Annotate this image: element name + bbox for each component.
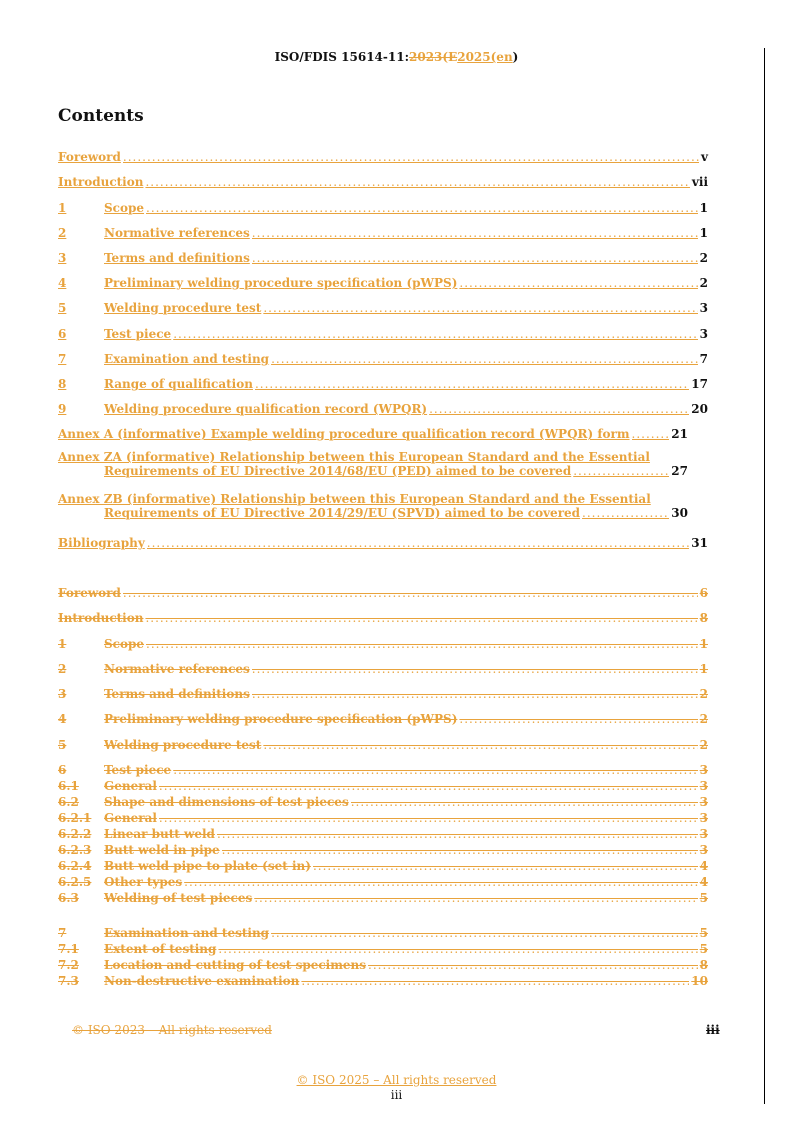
toc-leader	[459, 712, 697, 726]
toc-leader	[313, 859, 698, 873]
toc-new-entry[interactable]	[58, 201, 708, 215]
toc-number: 3	[58, 251, 67, 265]
contents-title: Contents	[58, 106, 144, 126]
toc-title: Foreword	[58, 586, 121, 600]
toc-old-entry[interactable]	[58, 712, 708, 726]
toc-title: Introduction	[58, 175, 144, 189]
toc-leader	[159, 811, 698, 825]
toc-number: 5	[58, 301, 67, 315]
toc-leader	[222, 843, 698, 857]
toc-title: Annex A (informative) Example welding procedure qualification record (WPQR) form	[58, 427, 630, 441]
toc-leader	[146, 637, 698, 651]
toc-leader	[459, 276, 697, 290]
toc-leader	[263, 301, 697, 315]
toc-number: 6.2.3	[58, 843, 92, 857]
toc-page-number: v	[701, 150, 708, 164]
annex-title-line2: Requirements of EU Directive 2014/29/EU (SPVD) aimed to be covered ..... 30	[58, 506, 688, 520]
toc-number: 6.2	[58, 795, 79, 809]
toc-title: Normative references	[104, 226, 250, 240]
toc-number: 6	[58, 327, 67, 341]
toc-leader	[632, 427, 670, 441]
toc-number: 1	[58, 637, 67, 651]
toc-title: Welding procedure qualification record (WPQR)	[104, 402, 428, 416]
toc-page-number: 10	[691, 974, 708, 988]
toc-old-entry[interactable]	[58, 738, 708, 752]
toc-number: 8	[58, 377, 67, 391]
toc-annex-entry[interactable]	[58, 450, 688, 478]
toc-number: 7	[58, 926, 67, 940]
annex-title-line2: Requirements of EU Directive 2014/68/EU (PED) aimed to be covered ..... 27	[58, 464, 688, 478]
toc-leader	[146, 201, 698, 215]
toc-page-number: 2	[699, 712, 708, 726]
toc-page-number: 3	[699, 327, 708, 341]
toc-leader	[368, 958, 698, 972]
toc-old-entry[interactable]	[58, 891, 708, 905]
toc-bibliography-entry[interactable]	[58, 536, 708, 550]
toc-leader	[252, 226, 698, 240]
toc-old-entry[interactable]	[58, 875, 708, 889]
toc-new-entry[interactable]	[58, 150, 708, 164]
toc-title: Preliminary welding procedure specification (pWPS)	[104, 276, 458, 290]
toc-title: Shape and dimensions of test pieces	[104, 795, 349, 809]
toc-number: 6.2.4	[58, 859, 92, 873]
toc-leader	[173, 763, 697, 777]
toc-number: 7.1	[58, 942, 79, 956]
toc-number: 4	[58, 712, 67, 726]
toc-leader	[217, 827, 698, 841]
toc-old-entry[interactable]	[58, 687, 708, 701]
toc-page-number: 1	[699, 662, 708, 676]
toc-number: 1	[58, 201, 67, 215]
toc-old-entry[interactable]	[58, 637, 708, 651]
toc-page-number: 4	[699, 859, 708, 873]
toc-page-number: 30	[671, 506, 688, 520]
toc-title: Welding of test pieces	[104, 891, 253, 905]
toc-number: 6.2.2	[58, 827, 92, 841]
toc-title: Scope	[104, 637, 145, 651]
toc-page-number: 5	[699, 942, 708, 956]
toc-leader	[271, 926, 698, 940]
toc-title: Welding procedure test	[104, 301, 262, 315]
footer-new-copyright: © ISO 2025 – All rights reserved	[296, 1073, 497, 1087]
header-deleted-year: 2023(E	[409, 50, 458, 64]
toc-old-entry[interactable]	[58, 811, 708, 825]
toc-page-number: 21	[671, 427, 688, 441]
toc-title: Foreword	[58, 150, 121, 164]
toc-old-entry[interactable]	[58, 859, 708, 873]
toc-page-number: 4	[699, 875, 708, 889]
toc-leader	[263, 738, 697, 752]
annex-title-line1: Annex ZB (informative) Relationship between this European Standard and the Essential	[58, 492, 651, 506]
toc-new-entry[interactable]	[58, 301, 708, 315]
toc-title: Other types	[104, 875, 183, 889]
toc-old-entry[interactable]	[58, 843, 708, 857]
toc-title: Butt weld pipe to plate (set in)	[104, 859, 311, 873]
toc-leader	[123, 586, 698, 600]
toc-page-number: 20	[691, 402, 708, 416]
annex-title-line1: Annex ZA (informative) Relationship between this European Standard and the Essential	[58, 450, 650, 464]
toc-title: General	[104, 811, 157, 825]
toc-title: Normative references	[104, 662, 250, 676]
toc-title: Bibliography	[58, 536, 145, 550]
toc-title: Range of qualification	[104, 377, 253, 391]
margin-line	[764, 48, 765, 1104]
toc-number: 6.1	[58, 779, 79, 793]
toc-title: Non-destructive examination	[104, 974, 300, 988]
toc-page-number: 1	[699, 226, 708, 240]
toc-leader	[123, 150, 699, 164]
toc-new-entry[interactable]	[58, 226, 708, 240]
toc-old-entry[interactable]	[58, 795, 708, 809]
toc-title: General	[104, 779, 157, 793]
toc-title: Introduction	[58, 611, 144, 625]
toc-number: 5	[58, 738, 67, 752]
toc-title: Location and cutting of test specimens	[104, 958, 367, 972]
toc-old-entry[interactable]	[58, 942, 708, 956]
toc-title: Welding procedure test	[104, 738, 262, 752]
toc-page-number: 1	[699, 637, 708, 651]
toc-number: 3	[58, 687, 67, 701]
toc-number: 4	[58, 276, 67, 290]
toc-new-entry[interactable]	[58, 427, 688, 441]
toc-number: 6.2.1	[58, 811, 92, 825]
toc-leader	[252, 662, 698, 676]
toc-page-number: 2	[699, 251, 708, 265]
toc-new-entry[interactable]	[58, 175, 708, 189]
toc-number: 7.3	[58, 974, 79, 988]
toc-page-number: 1	[699, 201, 708, 215]
toc-leader	[301, 974, 689, 988]
toc-title: Scope	[104, 201, 145, 215]
toc-title: Test piece	[104, 327, 172, 341]
toc-annex-entry[interactable]	[58, 492, 688, 520]
toc-new-entry[interactable]	[58, 377, 708, 391]
toc-title: Terms and definitions	[104, 251, 250, 265]
header-inserted-year: 2025(en	[457, 50, 513, 64]
toc-leader	[145, 611, 697, 625]
toc-old-entry[interactable]	[58, 827, 708, 841]
toc-page-number: 8	[699, 958, 708, 972]
toc-number: 6	[58, 763, 67, 777]
toc-leader	[173, 327, 697, 341]
toc-leader	[271, 352, 698, 366]
toc-title: Examination and testing	[104, 352, 270, 366]
toc-leader	[159, 779, 698, 793]
toc-old-entry[interactable]	[58, 586, 708, 600]
toc-page-number: 27	[671, 464, 688, 478]
footer-new-page: iii	[390, 1088, 403, 1102]
toc-page-number: 3	[699, 827, 708, 841]
toc-title: Preliminary welding procedure specification (pWPS)	[104, 712, 458, 726]
toc-title: Extent of testing	[104, 942, 217, 956]
toc-old-entry[interactable]	[58, 974, 708, 988]
document-header	[0, 50, 793, 64]
toc-page-number: 2	[699, 276, 708, 290]
toc-number: 7.2	[58, 958, 79, 972]
toc-title: Linear butt weld	[104, 827, 215, 841]
toc-page-number: 7	[699, 352, 708, 366]
toc-new-entry[interactable]	[58, 251, 708, 265]
toc-page-number: 6	[699, 586, 708, 600]
header-prefix: ISO/FDIS 15614-11:	[274, 50, 409, 64]
toc-leader	[351, 795, 698, 809]
toc-number: 6.3	[58, 891, 79, 905]
toc-new-entry[interactable]	[58, 276, 708, 290]
toc-old-entry[interactable]	[58, 662, 708, 676]
toc-page-number: 5	[699, 891, 708, 905]
toc-page-number: 2	[699, 738, 708, 752]
toc-old-entry[interactable]	[58, 611, 708, 625]
toc-page-number: 5	[699, 926, 708, 940]
toc-new-entry[interactable]	[58, 352, 708, 366]
toc-leader	[184, 875, 697, 889]
toc-leader	[218, 942, 697, 956]
toc-old-entry[interactable]	[58, 763, 708, 777]
toc-page-number: 3	[699, 843, 708, 857]
toc-title: Test piece	[104, 763, 172, 777]
toc-page-number: 2	[699, 687, 708, 701]
toc-title: Terms and definitions	[104, 687, 250, 701]
toc-number: 2	[58, 226, 67, 240]
toc-page-number: 3	[699, 301, 708, 315]
toc-old-entry[interactable]	[58, 779, 708, 793]
toc-page-number: 31	[691, 536, 708, 550]
toc-number: 6.2.5	[58, 875, 92, 889]
toc-leader	[145, 175, 689, 189]
toc-number: 2	[58, 662, 67, 676]
toc-page-number: 3	[699, 811, 708, 825]
toc-number: 7	[58, 352, 67, 366]
header-suffix: )	[512, 50, 519, 64]
toc-old-entry[interactable]	[58, 958, 708, 972]
toc-title: Butt weld in pipe	[104, 843, 220, 857]
toc-leader	[255, 377, 689, 391]
toc-leader	[429, 402, 689, 416]
toc-page-number: vii	[691, 175, 708, 189]
toc-new-entry[interactable]	[58, 402, 708, 416]
toc-leader	[254, 891, 697, 905]
footer-old-page: iii	[706, 1023, 720, 1037]
toc-leader	[252, 251, 698, 265]
toc-page-number: 8	[699, 611, 708, 625]
toc-leader	[252, 687, 698, 701]
toc-number: 9	[58, 402, 67, 416]
toc-page-number: 3	[699, 795, 708, 809]
footer-old-copyright: © ISO 2023 – All rights reserved	[72, 1023, 272, 1037]
toc-page-number: 3	[699, 763, 708, 777]
toc-page-number: 3	[699, 779, 708, 793]
toc-title: Examination and testing	[104, 926, 270, 940]
toc-old-entry[interactable]	[58, 926, 708, 940]
toc-new-entry[interactable]	[58, 327, 708, 341]
toc-leader	[147, 536, 690, 550]
toc-page-number: 17	[691, 377, 708, 391]
